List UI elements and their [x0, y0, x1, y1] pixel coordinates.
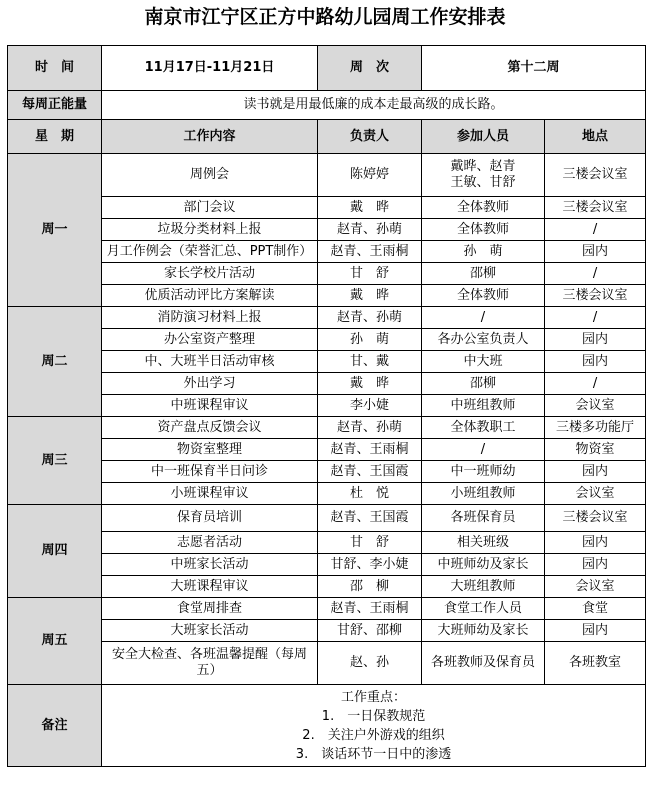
note-item: 3. 谈话环节一日中的渗透 [295, 746, 452, 762]
table-row [8, 598, 646, 620]
table-row [8, 532, 646, 554]
work-content-cell: 安全大检查、各班温馨提醒（每周五） [102, 642, 318, 685]
energy-text: 读书就是用最低廉的成本走最高级的成长路。 [102, 91, 646, 120]
participants-cell: 全体教师 [422, 285, 545, 307]
participants-cell: 戴晔、赵青 王敏、甘舒 [422, 154, 545, 197]
notes-content [102, 685, 646, 767]
participants-cell: 全体教师 [422, 219, 545, 241]
place-cell: 三楼会议室 [545, 197, 646, 219]
col-owner: 负责人 [318, 120, 422, 154]
owner-cell: 赵青、孙萌 [318, 307, 422, 329]
table-row [8, 395, 646, 417]
table-row [8, 505, 646, 532]
owner-cell: 赵青、王国霞 [318, 505, 422, 532]
owner-cell: 邵 柳 [318, 576, 422, 598]
work-content-cell: 中班课程审议 [102, 395, 318, 417]
table-row [8, 219, 646, 241]
table-row [8, 576, 646, 598]
note-item: 1. 一日保教规范 [321, 708, 426, 724]
participants-cell: 全体教职工 [422, 417, 545, 439]
energy-row [8, 91, 646, 120]
work-content-cell: 家长学校片活动 [102, 263, 318, 285]
header-row [8, 46, 646, 91]
place-cell: 三楼会议室 [545, 154, 646, 197]
place-cell: 会议室 [545, 395, 646, 417]
place-cell: 三楼多功能厅 [545, 417, 646, 439]
work-content-cell: 消防演习材料上报 [102, 307, 318, 329]
time-label: 时 间 [8, 46, 102, 91]
day-label: 周一 [8, 154, 102, 307]
owner-cell: 杜 悦 [318, 483, 422, 505]
participants-cell: 各班保育员 [422, 505, 545, 532]
table-row [8, 373, 646, 395]
energy-label: 每周正能量 [8, 91, 102, 120]
owner-cell: 赵青、王雨桐 [318, 598, 422, 620]
place-cell: 园内 [545, 554, 646, 576]
note-item: 2. 关注户外游戏的组织 [302, 727, 445, 743]
work-content-cell: 垃圾分类材料上报 [102, 219, 318, 241]
table-row [8, 263, 646, 285]
owner-cell: 甘 舒 [318, 263, 422, 285]
owner-cell: 陈婷婷 [318, 154, 422, 197]
col-participants: 参加人员 [422, 120, 545, 154]
table-row [8, 483, 646, 505]
day-label: 周三 [8, 417, 102, 505]
table-row [8, 285, 646, 307]
participants-cell: / [422, 439, 545, 461]
work-content-cell: 办公室资产整理 [102, 329, 318, 351]
participants-cell: 各办公室负责人 [422, 329, 545, 351]
schedule-body [8, 46, 646, 767]
day-label: 周五 [8, 598, 102, 685]
notes-title: 工作重点： [341, 689, 407, 705]
work-content-cell: 志愿者活动 [102, 532, 318, 554]
table-row [8, 642, 646, 685]
owner-cell: 甘 舒 [318, 532, 422, 554]
owner-cell: 李小婕 [318, 395, 422, 417]
owner-cell: 赵青、孙萌 [318, 219, 422, 241]
table-row [8, 307, 646, 329]
table-row [8, 439, 646, 461]
participants-cell: 小班组教师 [422, 483, 545, 505]
table-row [8, 241, 646, 263]
participants-cell: 食堂工作人员 [422, 598, 545, 620]
owner-cell: 孙 萌 [318, 329, 422, 351]
col-day: 星 期 [8, 120, 102, 154]
table-row [8, 620, 646, 642]
day-label: 周二 [8, 307, 102, 417]
work-content-cell: 食堂周排查 [102, 598, 318, 620]
participants-cell: 相关班级 [422, 532, 545, 554]
week-label: 周 次 [318, 46, 422, 91]
work-content-cell: 外出学习 [102, 373, 318, 395]
place-cell: 园内 [545, 351, 646, 373]
work-content-cell: 中一班保育半日问诊 [102, 461, 318, 483]
table-row [8, 329, 646, 351]
place-cell: / [545, 219, 646, 241]
work-content-cell: 周例会 [102, 154, 318, 197]
owner-cell: 甘舒、李小婕 [318, 554, 422, 576]
place-cell: 会议室 [545, 576, 646, 598]
schedule-table [7, 45, 646, 767]
place-cell: 园内 [545, 241, 646, 263]
owner-cell: 赵青、王雨桐 [318, 439, 422, 461]
owner-cell: 戴 晔 [318, 373, 422, 395]
table-row [8, 154, 646, 197]
notes-label: 备注 [8, 685, 102, 767]
column-header-row [8, 120, 646, 154]
participants-cell: 各班教师及保育员 [422, 642, 545, 685]
work-content-cell: 大班家长活动 [102, 620, 318, 642]
work-content-cell: 优质活动评比方案解读 [102, 285, 318, 307]
table-row [8, 554, 646, 576]
work-content-cell: 资产盘点反馈会议 [102, 417, 318, 439]
owner-cell: 赵、孙 [318, 642, 422, 685]
work-content-cell: 中班家长活动 [102, 554, 318, 576]
participants-cell: / [422, 307, 545, 329]
place-cell: 物资室 [545, 439, 646, 461]
notes-row [8, 685, 646, 767]
table-row [8, 197, 646, 219]
owner-cell: 甘舒、邵柳 [318, 620, 422, 642]
day-label: 周四 [8, 505, 102, 598]
place-cell: 园内 [545, 461, 646, 483]
participants-cell: 全体教师 [422, 197, 545, 219]
work-content-cell: 保育员培训 [102, 505, 318, 532]
owner-cell: 赵青、王国霞 [318, 461, 422, 483]
table-row [8, 461, 646, 483]
place-cell: 各班教室 [545, 642, 646, 685]
place-cell: 会议室 [545, 483, 646, 505]
owner-cell: 赵青、王雨桐 [318, 241, 422, 263]
work-content-cell: 物资室整理 [102, 439, 318, 461]
place-cell: / [545, 263, 646, 285]
participants-cell: 大班组教师 [422, 576, 545, 598]
participants-cell: 邵柳 [422, 373, 545, 395]
document-title: 南京市江宁区正方中路幼儿园周工作安排表 [144, 6, 506, 28]
participants-cell: 中班师幼及家长 [422, 554, 545, 576]
time-value: 11月17日-11月21日 [102, 46, 318, 91]
participants-cell: 大班师幼及家长 [422, 620, 545, 642]
participants-cell: 邵柳 [422, 263, 545, 285]
place-cell: / [545, 307, 646, 329]
work-content-cell: 月工作例会（荣誉汇总、PPT制作） [102, 241, 318, 263]
table-row [8, 351, 646, 373]
place-cell: 三楼会议室 [545, 505, 646, 532]
place-cell: 园内 [545, 532, 646, 554]
participants-cell: 中大班 [422, 351, 545, 373]
place-cell: 园内 [545, 620, 646, 642]
work-content-cell: 大班课程审议 [102, 576, 318, 598]
participants-cell: 中一班师幼 [422, 461, 545, 483]
place-cell: 食堂 [545, 598, 646, 620]
col-place: 地点 [545, 120, 646, 154]
place-cell: 园内 [545, 329, 646, 351]
owner-cell: 戴 晔 [318, 197, 422, 219]
table-row [8, 417, 646, 439]
owner-cell: 赵青、孙萌 [318, 417, 422, 439]
participants-cell: 孙 萌 [422, 241, 545, 263]
owner-cell: 戴 晔 [318, 285, 422, 307]
participants-cell: 中班组教师 [422, 395, 545, 417]
work-content-cell: 中、大班半日活动审核 [102, 351, 318, 373]
place-cell: 三楼会议室 [545, 285, 646, 307]
col-content: 工作内容 [102, 120, 318, 154]
week-value: 第十二周 [422, 46, 646, 91]
place-cell: / [545, 373, 646, 395]
work-content-cell: 部门会议 [102, 197, 318, 219]
work-content-cell: 小班课程审议 [102, 483, 318, 505]
owner-cell: 甘、戴 [318, 351, 422, 373]
